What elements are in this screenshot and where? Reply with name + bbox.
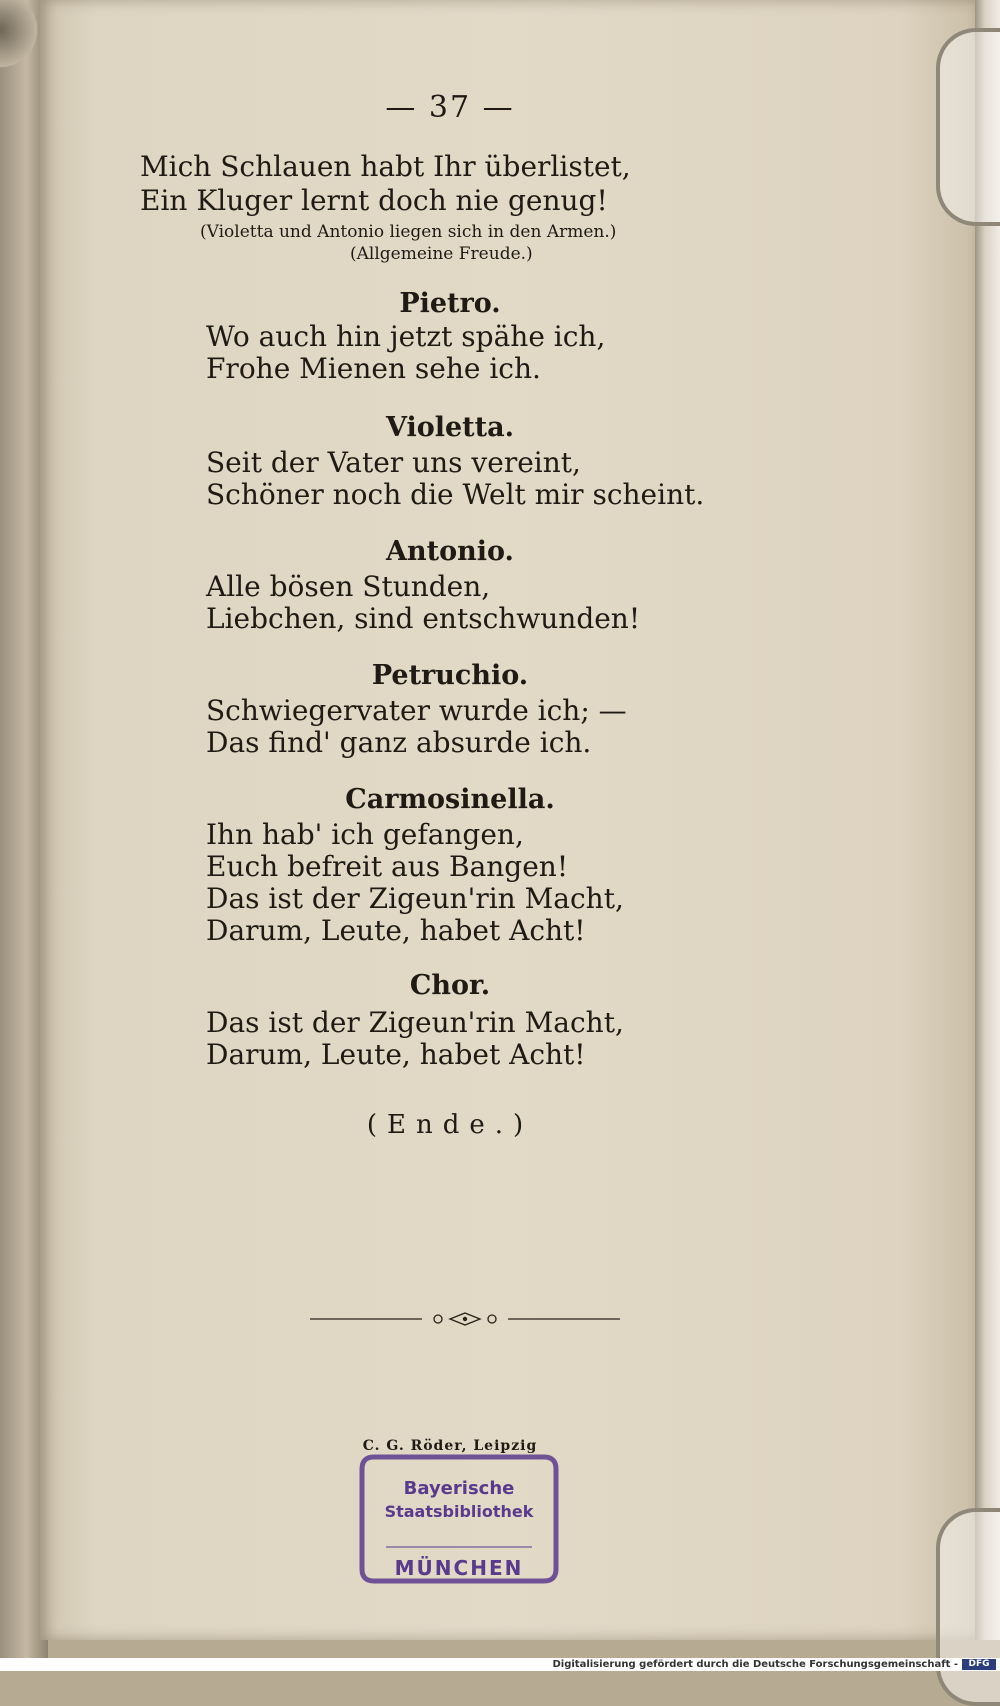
verse-line: Seit der Vater uns vereint, (206, 446, 581, 479)
verse-line: Ihn hab' ich gefangen, (206, 818, 524, 851)
verse-line: Darum, Leute, habet Acht! (206, 1038, 586, 1071)
verse-line: Alle bösen Stunden, (206, 570, 491, 603)
verse-line: Ein Kluger lernt doch nie genug! (140, 184, 608, 217)
verse-line: Das ist der Zigeun'rin Macht, (206, 882, 624, 915)
verse-line: Das find' ganz absurde ich. (206, 726, 592, 759)
stage-direction: (Violetta und Antonio liegen sich in den Armen.) (200, 222, 617, 242)
verse-line: Schöner noch die Welt mir scheint. (206, 478, 705, 511)
verse-line: Frohe Mienen sehe ich. (206, 352, 541, 385)
printer-imprint: C. G. Röder, Leipzig (362, 1438, 538, 1454)
verse-line: Euch befreit aus Bangen! (206, 850, 569, 883)
speaker-name: Antonio. (386, 536, 514, 567)
speaker-name: Chor. (409, 970, 491, 1001)
speaker-name: Violetta. (385, 412, 514, 443)
ornament-divider (310, 1312, 620, 1326)
dfg-logo: DFG (962, 1659, 996, 1670)
verse-line: Schwiegervater wurde ich; — (206, 694, 627, 727)
stamp-line: Bayerische (403, 1478, 515, 1499)
end-marker: (Ende.) (366, 1110, 534, 1140)
speaker-name: Carmosinella. (345, 784, 555, 815)
verse-line: Liebchen, sind entschwunden! (206, 602, 641, 635)
verse-line: Das ist der Zigeun'rin Macht, (206, 1006, 624, 1039)
stamp-line: Staatsbibliothek (384, 1502, 534, 1521)
verse-line: Wo auch hin jetzt spähe ich, (206, 320, 606, 353)
verse-line: Darum, Leute, habet Acht! (206, 914, 586, 947)
stamp-line: MÜNCHEN (394, 1556, 524, 1580)
stage-direction: (Allgemeine Freude.) (350, 244, 533, 264)
speaker-name: Petruchio. (371, 660, 529, 691)
verse-line: Mich Schlauen habt Ihr überlistet, (140, 150, 631, 183)
funding-note: Digitalisierung gefördert durch die Deutsche Forschungsgemeinschaft - (552, 1659, 958, 1670)
speaker-name: Pietro. (399, 288, 501, 319)
page-number: — 37 — (385, 90, 515, 125)
